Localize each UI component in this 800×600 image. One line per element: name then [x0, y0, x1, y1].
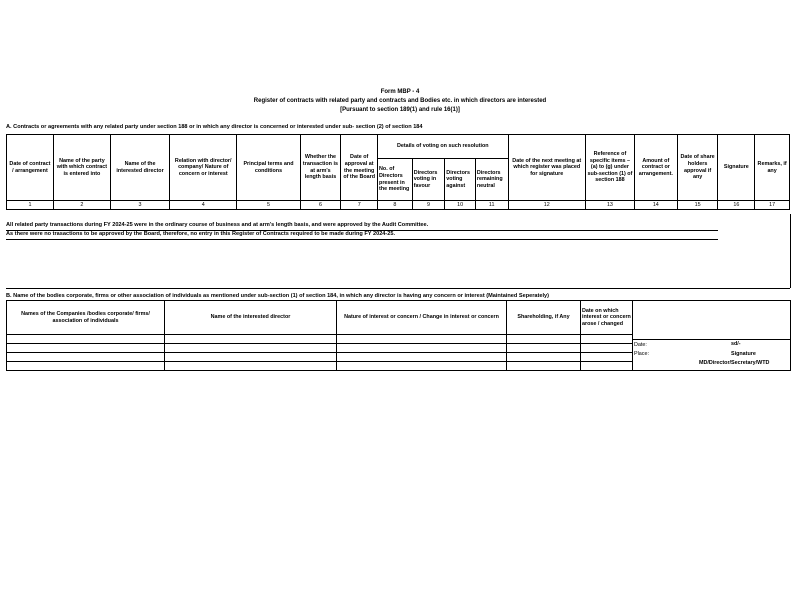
col-interested-director: Name of the interested director: [110, 135, 169, 201]
empty-cell: [507, 362, 581, 371]
empty-cell: [581, 344, 633, 353]
column-number: 7: [341, 201, 378, 210]
col-principal-terms: Principal terms and conditions: [237, 135, 300, 201]
note-rpt: All related party transactions during FY 2024-25 were in the ordinary course of business and at arm's length basis, and were approved by the Audit Committee.: [6, 222, 429, 228]
empty-cell: [337, 344, 507, 353]
col-interested-director-b: Name of the interested director: [165, 301, 337, 335]
column-number: 9: [412, 201, 445, 210]
column-number: 11: [475, 201, 508, 210]
empty-cell: [507, 353, 581, 362]
column-number: 8: [378, 201, 413, 210]
col-voting-details: Details of voting on such resolution: [378, 135, 508, 159]
col-arms-length: Whether the transaction is at arm's length basis: [300, 135, 341, 201]
column-number-row: [7, 201, 790, 210]
place-label: Place:: [634, 351, 649, 357]
column-number: 2: [53, 201, 110, 210]
col-nature-interest: Nature of interest or concern / Change in interest or concern: [337, 301, 507, 335]
col-date-contract: Date of contract / arrangement: [7, 135, 54, 201]
note-underline: [6, 239, 718, 240]
designation-text: MD/Director/Secretary/WTD: [699, 360, 770, 366]
empty-cell: [165, 344, 337, 353]
empty-cell: [581, 362, 633, 371]
column-number: 3: [110, 201, 169, 210]
col-signature: Signature: [718, 135, 755, 201]
empty-cell: [507, 344, 581, 353]
column-number: 1: [7, 201, 54, 210]
col-party-name: Name of the party with which contract is entered into: [53, 135, 110, 201]
sd-text: sd/-: [731, 341, 741, 347]
column-number: 12: [508, 201, 585, 210]
empty-cell: [337, 353, 507, 362]
empty-cell: [7, 344, 165, 353]
empty-cell: [165, 335, 337, 344]
col-board-approval-date: Date of approval at the meeting of the Board: [341, 135, 378, 201]
column-number: 16: [718, 201, 755, 210]
form-pursuant: [Pursuant to section 189(1) and rule 16(1)]: [340, 107, 460, 113]
empty-cell: [337, 362, 507, 371]
col-shareholder-approval: Date of share holders approval if any: [677, 135, 718, 201]
notes-bottom-border: [6, 288, 790, 289]
bodies-corporate-table: [6, 300, 791, 371]
column-number: 17: [755, 201, 790, 210]
col-remaining-neutral: Directors remaining neutral: [475, 159, 508, 201]
col-next-meeting-date: Date of the next meeting at which register was placed for signature: [508, 135, 585, 201]
form-subtitle: Register of contracts with related party and contracts and Bodies etc. in which directors are interested: [253, 98, 547, 104]
notes-right-border: [790, 214, 791, 288]
signature-cell: [633, 301, 791, 371]
form-title: Form MBP - 4: [380, 89, 420, 95]
empty-cell: [7, 353, 165, 362]
col-shareholding: Shareholding, if Any: [507, 301, 581, 335]
contracts-table: [6, 134, 790, 210]
col-voting-favour: Directors voting in favour: [412, 159, 445, 201]
empty-cell: [581, 335, 633, 344]
column-number: 6: [300, 201, 341, 210]
col-remarks: Remarks, if any: [755, 135, 790, 201]
date-label: Date:: [634, 342, 647, 348]
empty-cell: [581, 353, 633, 362]
col-amount: Amount of contract or arrangement.: [634, 135, 677, 201]
column-number: 14: [634, 201, 677, 210]
col-date-interest: Date on which interest or concern arose / changed: [581, 301, 633, 335]
col-companies: Names of the Companies /bodies corporate/ firms/ association of individuals: [7, 301, 165, 335]
col-reference-items: Reference of specific items – (a) to (g) under sub-section (1) of section 188: [585, 135, 634, 201]
empty-cell: [165, 362, 337, 371]
empty-cell: [507, 335, 581, 344]
signature-text: Signature: [731, 351, 756, 357]
col-relation: Relation with director/ company/ Nature of concern or interest: [170, 135, 237, 201]
column-number: 5: [237, 201, 300, 210]
col-voting-against: Directors voting against: [445, 159, 476, 201]
empty-cell: [165, 353, 337, 362]
col-directors-present: No. of Directors present in the meeting: [378, 159, 413, 201]
empty-cell: [7, 335, 165, 344]
section-a-heading: A. Contracts or agreements with any related party under section 188 or in which any director is concerned or interested under sub- section (2) of section 184: [6, 124, 423, 130]
column-number: 10: [445, 201, 476, 210]
section-b-heading: B. Name of the bodies corporate, firms or other association of individuals as mentioned under sub-section (1) of section 184, in which any director is having any concern or interest (Maintained Seperately): [6, 293, 550, 299]
empty-cell: [7, 362, 165, 371]
column-number: 13: [585, 201, 634, 210]
column-number: 4: [170, 201, 237, 210]
empty-cell: [337, 335, 507, 344]
column-number: 15: [677, 201, 718, 210]
note-no-transactions: As there were no trasactions to be approved by the Board, therefore, no entry in this Register of Contracts required to be made during FY 2024-25.: [6, 231, 396, 237]
